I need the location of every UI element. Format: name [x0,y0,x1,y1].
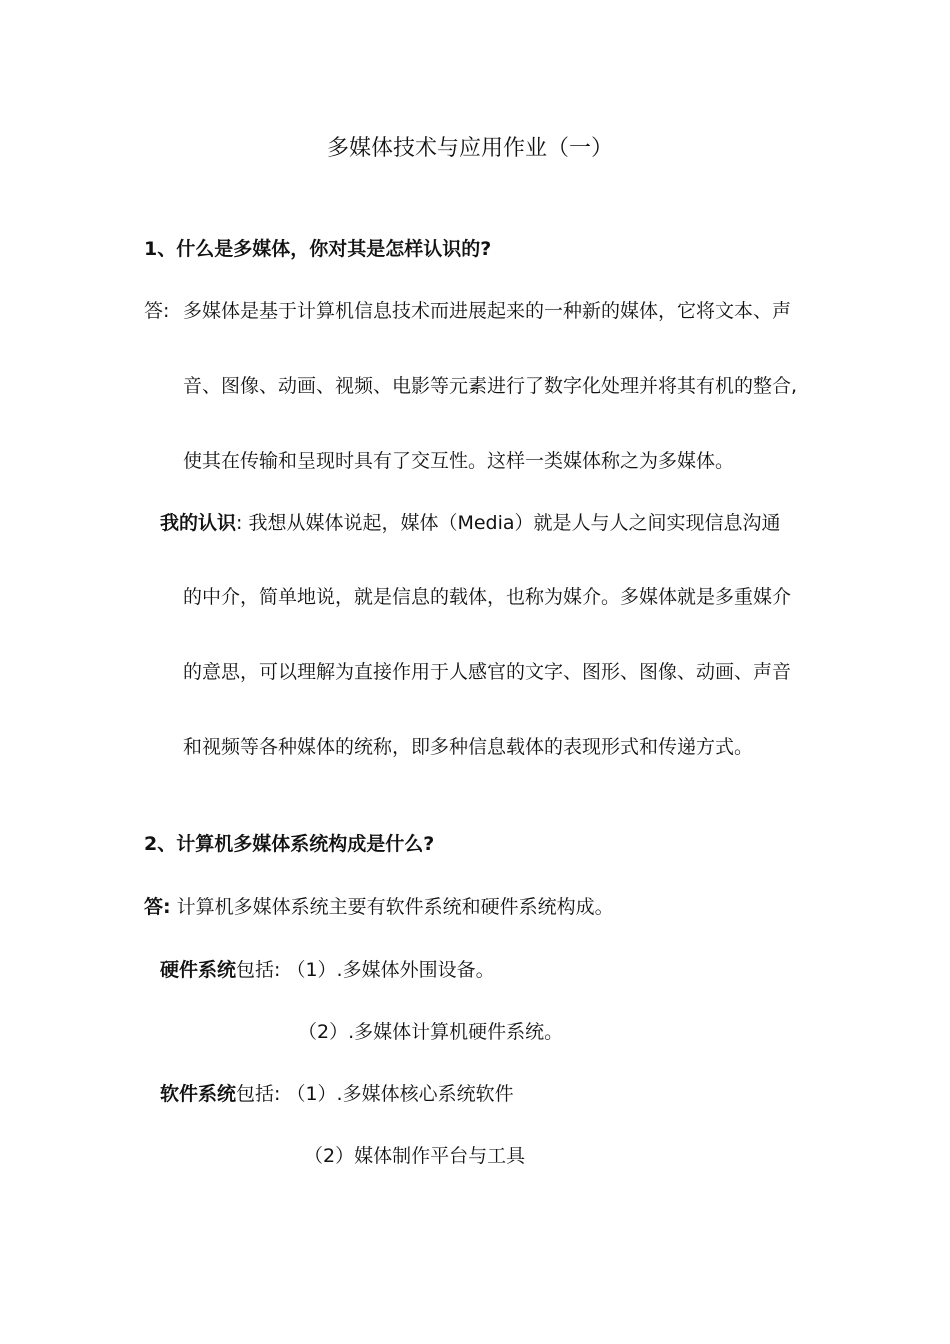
opinion-text-1: : 我想从媒体说起，媒体（Media）就是人与人之间实现信息沟通 [236,512,781,534]
opinion-line-3: 的意思，可以理解为直接作用于人感官的文字、图形、图像、动画、声音 [183,661,792,683]
document-title: 多媒体技术与应用作业（一） [326,136,613,161]
hardware-item-1: （1）.多媒体外围设备。 [286,959,495,981]
software-item-1: （1）.多媒体核心系统软件 [286,1083,514,1105]
question-1: 1、什么是多媒体，你对其是怎样认识的? [144,238,492,260]
software-label: 软件系统 [160,1083,237,1105]
answer-2-text: 计算机多媒体系统主要有软件系统和硬件系统构成。 [176,896,614,918]
answer-2-label: 答: [144,896,171,918]
opinion-line-4: 和视频等各种媒体的统称，即多种信息载体的表现形式和传递方式。 [183,736,754,758]
software-prefix: 包括: [236,1083,287,1105]
answer-2-line [144,894,614,920]
question-2: 2、计算机多媒体系统构成是什么? [144,833,435,855]
answer-1-line-3: 使其在传输和呈现时具有了交互性。这样一类媒体称之为多媒体。 [183,450,735,472]
answer-1-line-2: 音、图像、动画、视频、电影等元素进行了数字化处理并将其有机的整合, [183,375,798,397]
opinion-label: 我的认识 [160,512,237,534]
software-line-1 [160,1081,514,1107]
hardware-label: 硬件系统 [160,959,237,981]
answer-1-line-1: 多媒体是基于计算机信息技术而进展起来的一种新的媒体，它将文本、声 [183,300,792,322]
hardware-item-2: （2）.多媒体计算机硬件系统。 [298,1021,564,1043]
answer-1-label: 答: [144,300,170,322]
opinion-line-1 [160,510,781,536]
opinion-line-2: 的中介，简单地说，就是信息的载体，也称为媒介。多媒体就是多重媒介 [183,586,792,608]
hardware-line-1 [160,957,495,983]
software-item-2: （2）媒体制作平台与工具 [304,1145,526,1167]
hardware-prefix: 包括: [236,959,287,981]
